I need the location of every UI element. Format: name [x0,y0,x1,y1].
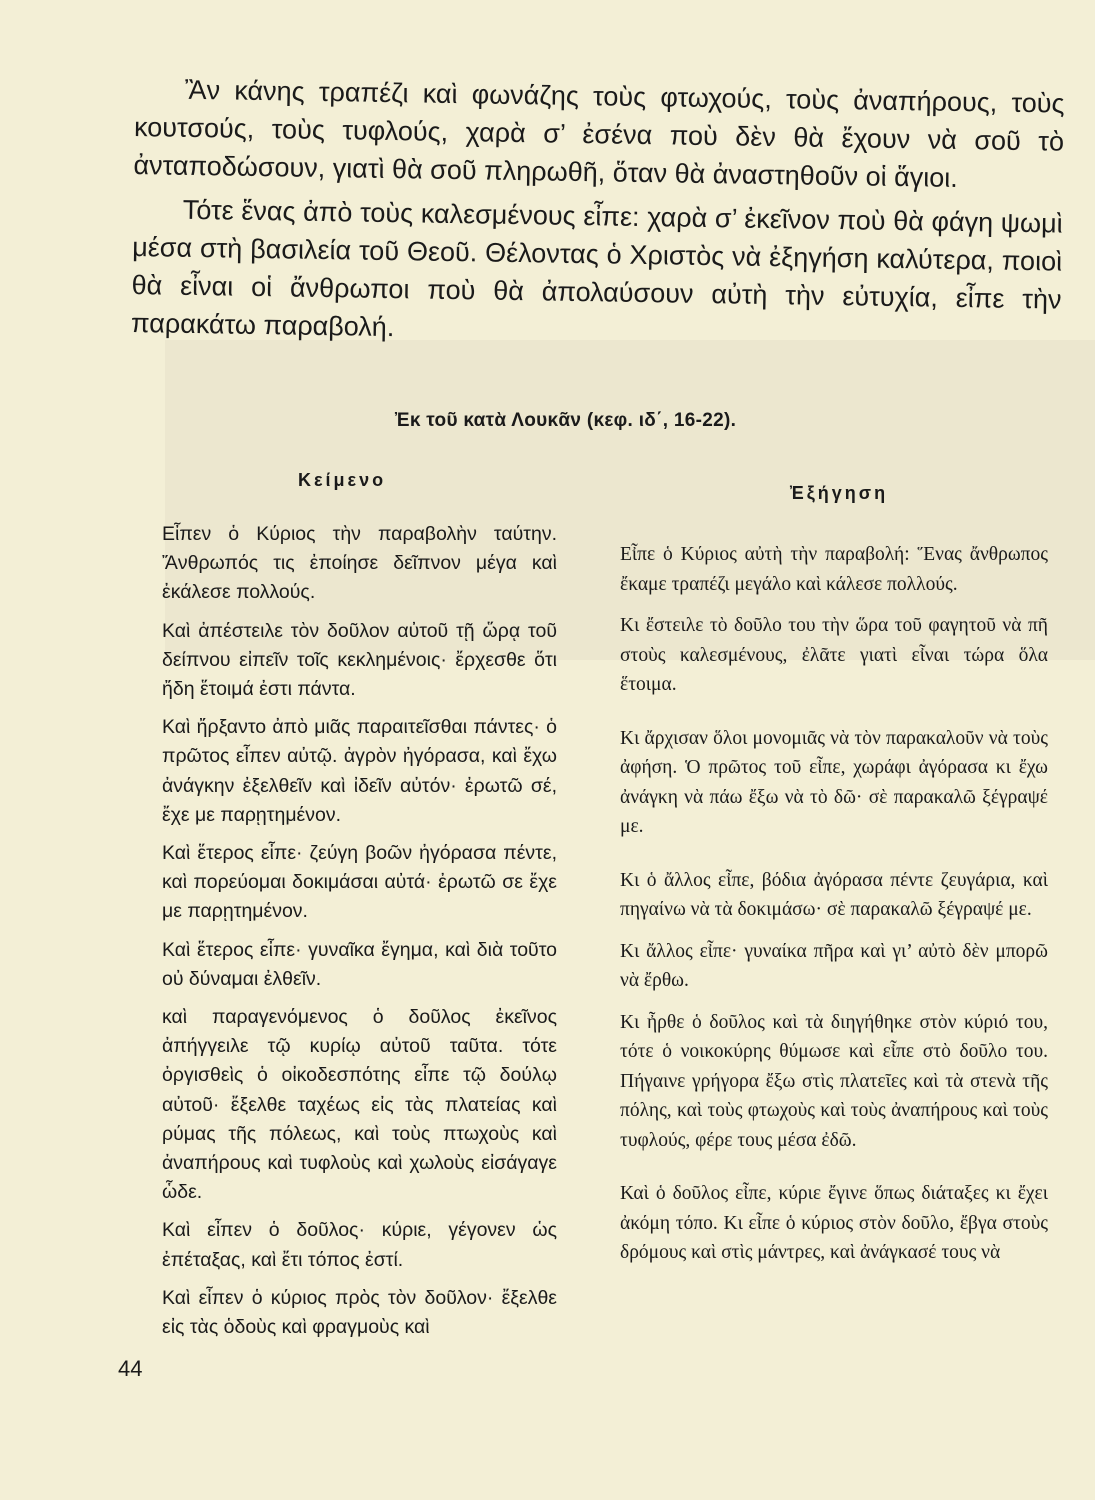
scripture-reference: Ἐκ τοῦ κατὰ Λουκᾶν (κεφ. ιδ΄, 16-22). [395,410,737,431]
original-paragraph: Καὶ εἶπεν ὁ κύριος πρὸς τὸν δοῦλον· ἔξελθε εἰς τὰς ὁδοὺς καὶ φραγμοὺς καὶ [162,1286,557,1339]
original-paragraph: Εἶπεν ὁ Κύριος τὴν παραβολὴν ταύτην. Ἄνθρωπός τις ἐποίησε δεῖπνον μέγα καὶ ἐκάλεσε πολλούς. [162,523,557,604]
original-paragraph: Καὶ ἕτερος εἶπε· ζεύγη βοῶν ἠγόρασα πέντε, καὶ πορεύομαι δοκιμάσαι αὐτά· ἐρωτῶ σε ἔχε με παρῃτημένον. [162,842,557,923]
explanation-paragraph: Κι ἔστειλε τὸ δοῦλο του τὴν ὥρα τοῦ φαγητοῦ νὰ πῆ στοὺς καλεσμένους, ἐλᾶτε γιατὶ εἶναι τώρα ὅλα ἕτοιμα. [620,615,1048,695]
explanation-paragraph: Κι ἦρθε ὁ δοῦλος καὶ τὰ διηγήθηκε στὸν κύριό του, τότε ὁ νοικοκύρης θύμωσε καὶ εἶπε στὸ δοῦλο του. Πήγαινε γρήγορα ἔξω στὶς πλατεῖες καὶ τὰ στενὰ τῆς πόλης, καὶ τοὺς φτωχοὺς καὶ τοὺς ἀναπήρους καὶ τοὺς τυφλούς, φέρε τους μέσα ἐδῶ. [620,1011,1048,1151]
page-number: 44 [118,1356,143,1381]
original-paragraph: Καὶ ἤρξαντο ἀπὸ μιᾶς παραιτεῖσθαι πάντες· ὁ πρῶτος εἶπεν αὐτῷ. ἀγρὸν ἠγόρασα, καὶ ἔχω ἀνάγκην ἐξελθεῖν καὶ ἰδεῖν αὐτόν· ἐρωτῶ σέ, ἔχε με παρῃτημένον. [162,716,557,826]
intro-paragraph-1: Ἂν κάνης τραπέζι καὶ φωνάζης τοὺς φτωχούς, τοὺς ἀναπήρους, τοὺς κουτσούς, τοὺς τυφλούς, χαρὰ σ’ ἐσένα ποὺ δὲν θὰ ἔχουν νὰ σοῦ τὸ ἀνταποδώσουν, γιατὶ θὰ σοῦ πληρωθῆ, ὅταν θὰ ἀναστηθοῦν οἱ ἅγιοι. [133,74,1065,193]
explanation-paragraph: Κι ἄλλος εἶπε· γυναίκα πῆρα καὶ γι’ αὐτὸ δὲν μπορῶ νὰ ἔρθω. [620,940,1048,991]
explanation-column [620,540,1048,1280]
intro-paragraph-2: Τότε ἕνας ἀπὸ τοὺς καλεσμένους εἶπε: χαρὰ σ’ ἐκεῖνον ποὺ θὰ φάγη ψωμὶ μέσα στὴ βασιλεία τοῦ Θεοῦ. Θέλοντας ὁ Χριστὸς νὰ ἐξηγήση καλύτερα, ποιοὶ θὰ εἶναι οἱ ἄνθρωποι ποὺ θὰ ἀπολαύσουν αὐτὴ τὴν εὐτυχία, εἶπε τὴν παρακάτω παραβολή. [130,194,1063,343]
explanation-paragraph: Εἶπε ὁ Κύριος αὐτὴ τὴν παραβολή: Ἕνας ἄνθρωπος ἔκαμε τραπέζι μεγάλο καὶ κάλεσε πολλούς. [620,544,1048,595]
right-column-heading: Ἐξήγηση [790,483,889,503]
original-paragraph: Καὶ ἕτερος εἶπε· γυναῖκα ἔγημα, καὶ διὰ τοῦτο οὐ δύναμαι ἐλθεῖν. [162,938,557,990]
original-text-column [162,520,557,1351]
explanation-paragraph: Καὶ ὁ δοῦλος εἶπε, κύριε ἔγινε ὅπως διάταξες κι ἔχει ἀκόμη τόπο. Κι εἶπε ὁ κύριος στὸν δοῦλο, ἔβγα στοὺς δρόμους καὶ στὶς μάντρες, καὶ ἀνάγκασέ τους νὰ [620,1183,1048,1263]
explanation-paragraph: Κι ὁ ἄλλος εἶπε, βόδια ἀγόρασα πέντε ζευγάρια, καὶ πηγαίνω νὰ τὰ δοκιμάσω· σὲ παρακαλῶ ξέγραψέ με. [620,869,1048,920]
explanation-paragraph: Κι ἄρχισαν ὅλοι μονομιᾶς νὰ τὸν παρακαλοῦν νὰ τοὺς ἀφήση. Ὁ πρῶτος τοῦ εἶπε, χωράφι ἀγόρασα κι ἔχω ἀνάγκη νὰ πάω ἔξω νὰ τὸ δῶ· σὲ παρακαλῶ ξέγραψέ με. [620,727,1048,837]
original-paragraph: Καὶ ἀπέστειλε τὸν δοῦλον αὐτοῦ τῇ ὥρᾳ τοῦ δείπνου εἰπεῖν τοῖς κεκλημένοις· ἔρχεσθε ὅτι ἤδη ἕτοιμά ἐστι πάντα. [162,619,557,701]
original-paragraph: Καὶ εἶπεν ὁ δοῦλος· κύριε, γέγονεν ὡς ἐπέταξας, καὶ ἔτι τόπος ἐστί. [162,1219,557,1271]
original-paragraph: καὶ παραγενόμενος ὁ δοῦλος ἐκεῖνος ἀπήγγειλε τῷ κυρίῳ αὐτοῦ ταῦτα. τότε ὀργισθεὶς ὁ οἰκοδεσπότης εἶπε τῷ δούλῳ αὐτοῦ· ἔξελθε ταχέως εἰς τὰς πλατείας καὶ ρύμας τῆς πόλεως, καὶ τοὺς πτωχοὺς καὶ ἀναπήρους καὶ τυφλοὺς καὶ χωλοὺς εἰσάγαγε ὧδε. [162,1006,557,1204]
intro-text [131,70,1065,357]
left-column-heading: Κείμενο [298,470,387,490]
